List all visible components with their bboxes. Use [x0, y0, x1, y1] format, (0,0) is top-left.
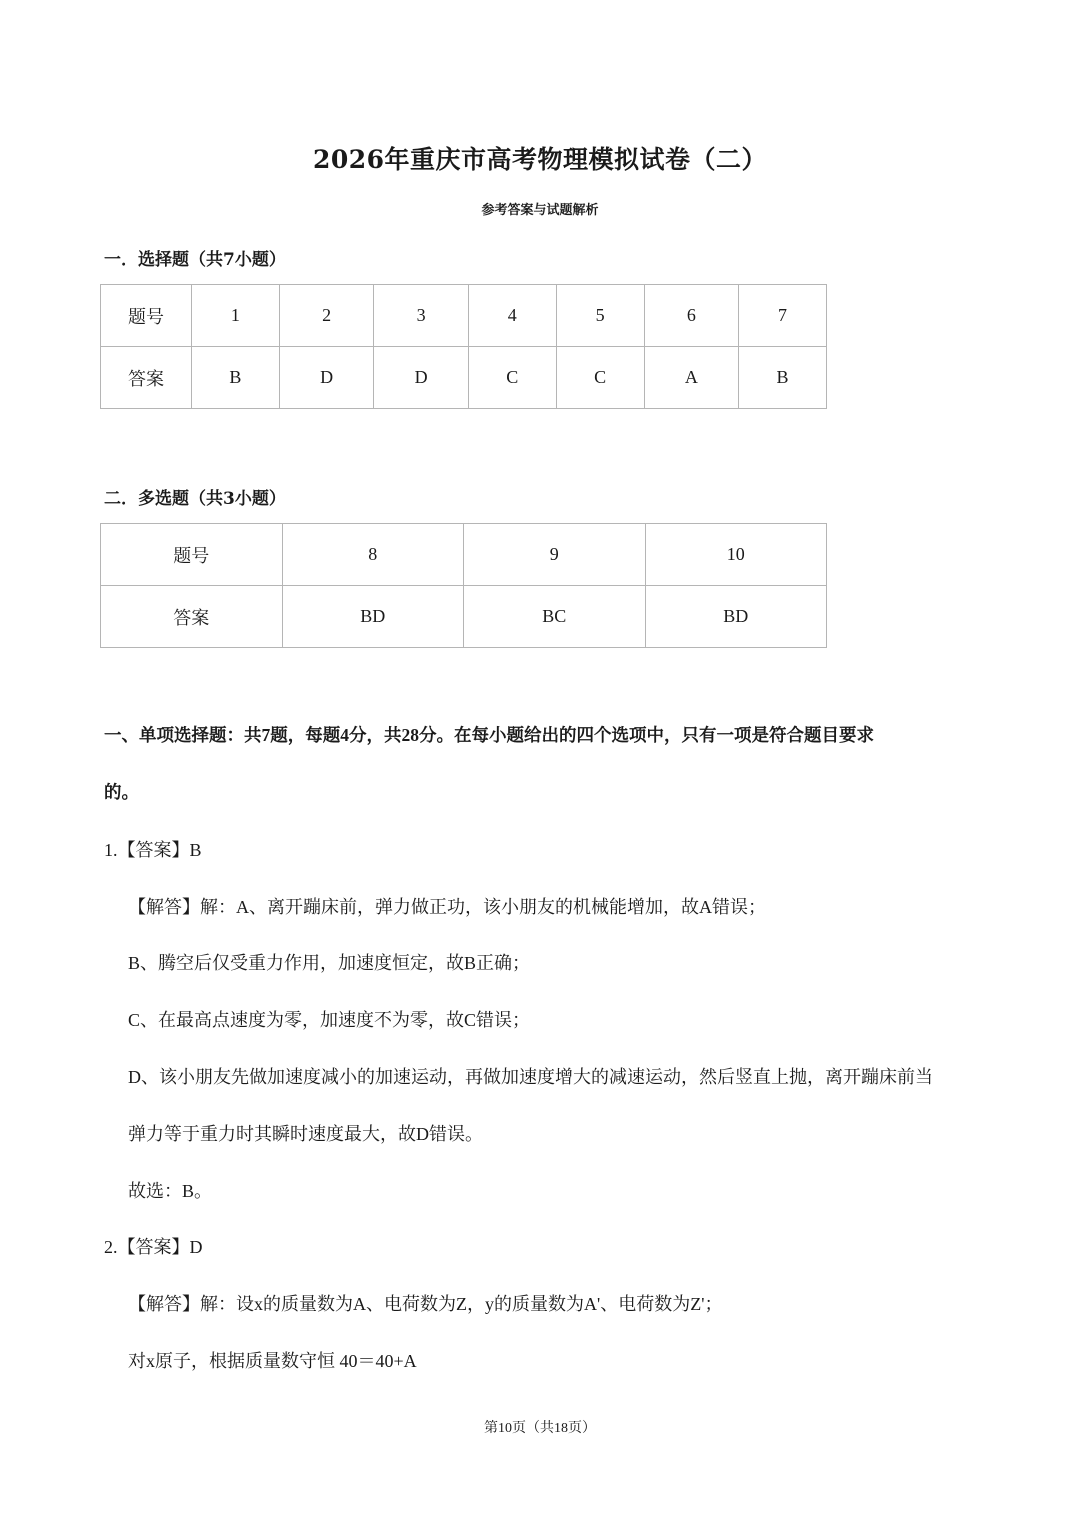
- question-number-row: [101, 524, 827, 586]
- answer-cell: C: [468, 347, 556, 409]
- question-number-cell: 3: [374, 285, 469, 347]
- question-number-cell: 4: [468, 285, 556, 347]
- question-number-cell: 6: [644, 285, 739, 347]
- q1-analysis: 【解答】解：A、离开蹦床前，弹力做正功，该小朋友的机械能增加，故A错误；: [128, 897, 766, 917]
- q2-line2: 对x原子，根据质量数守恒 40＝40+A: [128, 1351, 417, 1371]
- q1-conclusion: 故选：B。: [128, 1181, 213, 1201]
- answer-row: [101, 586, 827, 648]
- section-heading-multi-choice: 二．多选题（共3小题）: [104, 489, 286, 509]
- page-title: 2026年重庆市高考物理模拟试卷（二）: [312, 145, 768, 174]
- page-subtitle: 参考答案与试题解析: [481, 203, 599, 218]
- answer-cell: C: [556, 347, 644, 409]
- question-number-cell: 8: [282, 524, 464, 586]
- q1-option-b: B、腾空后仅受重力作用，加速度恒定，故B正确；: [128, 953, 531, 973]
- answer-cell: BD: [282, 586, 464, 648]
- question-number-cell: 1: [192, 285, 280, 347]
- question-number-cell: 7: [739, 285, 827, 347]
- q1-option-d-line2: 弹力等于重力时其瞬时速度最大，故D错误。: [128, 1124, 483, 1144]
- question-number-row: [101, 285, 827, 347]
- row-label-question: 题号: [101, 524, 283, 586]
- q1-answer-line: 1.【答案】B: [104, 840, 202, 860]
- multi-choice-answer-table: [100, 523, 827, 648]
- answer-row: [101, 347, 827, 409]
- part-heading-line1: 一、单项选择题：共7题，每题4分，共28分。在每小题给出的四个选项中，只有一项是符合题目要求: [104, 725, 874, 745]
- question-number-cell: 9: [464, 524, 646, 586]
- row-label-answer: 答案: [101, 347, 192, 409]
- answer-cell: BC: [464, 586, 646, 648]
- q1-option-c: C、在最高点速度为零，加速度不为零，故C错误；: [128, 1010, 531, 1030]
- answer-cell: B: [192, 347, 280, 409]
- single-choice-answer-table: [100, 284, 827, 409]
- question-number-cell: 2: [279, 285, 374, 347]
- question-number-cell: 10: [645, 524, 827, 586]
- answer-cell: B: [739, 347, 827, 409]
- q2-answer-line: 2.【答案】D: [104, 1237, 203, 1257]
- q2-analysis: 【解答】解：设x的质量数为A、电荷数为Z，y的质量数为A'、电荷数为Z'；: [128, 1294, 723, 1314]
- answer-cell: A: [644, 347, 739, 409]
- answer-cell: D: [374, 347, 469, 409]
- section-heading-single-choice: 一．选择题（共7小题）: [104, 250, 286, 270]
- answer-cell: BD: [645, 586, 827, 648]
- q1-option-d-line1: D、该小朋友先做加速度减小的加速运动，再做加速度增大的减速运动，然后竖直上抛，离开蹦床前当: [128, 1067, 933, 1087]
- row-label-question: 题号: [101, 285, 192, 347]
- question-number-cell: 5: [556, 285, 644, 347]
- page-footer: 第10页（共18页）: [484, 1421, 596, 1436]
- part-heading-line2: 的。: [104, 782, 139, 802]
- row-label-answer: 答案: [101, 586, 283, 648]
- answer-cell: D: [279, 347, 374, 409]
